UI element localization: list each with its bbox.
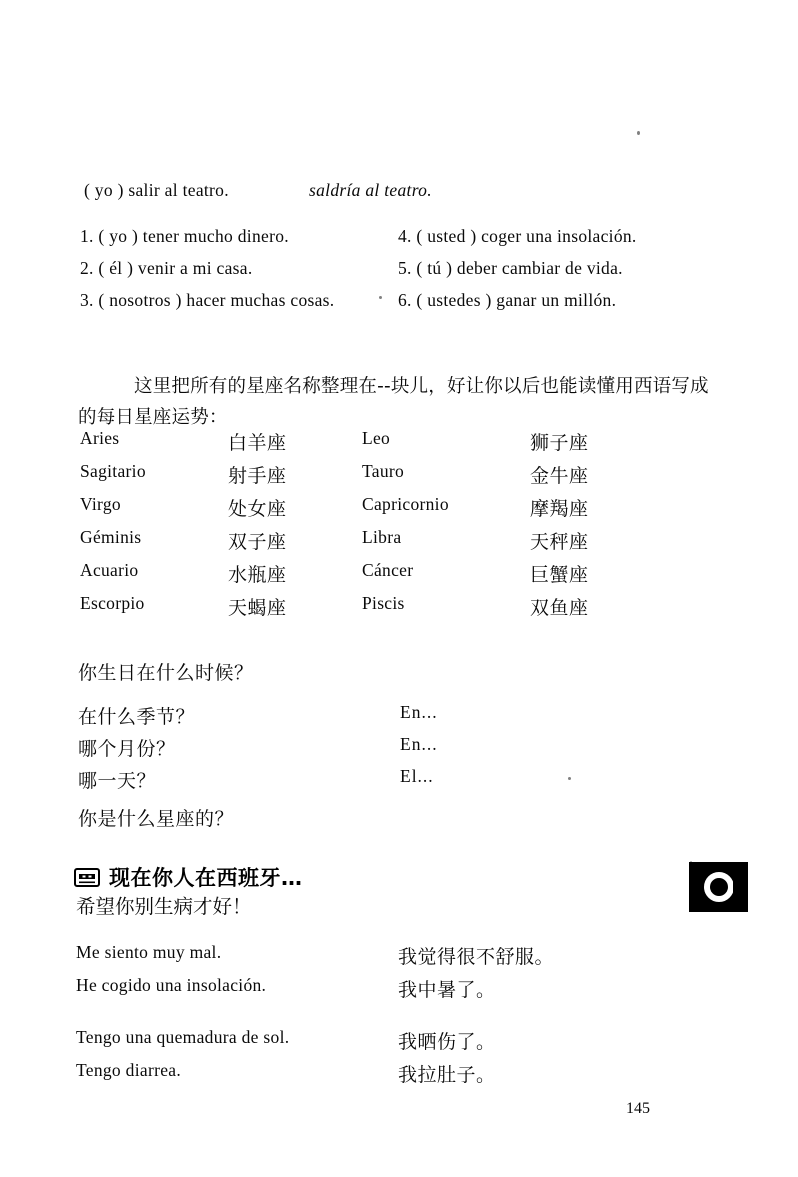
dialogue-chinese: 我觉得很不舒服。	[398, 946, 555, 968]
exercise-item: 5. ( tú ) deber cambiar de vida.	[398, 258, 623, 278]
dialogue-spanish: He cogido una insolación.	[76, 975, 267, 995]
dialogue-row	[76, 1060, 716, 1093]
dialogue-row	[76, 975, 716, 1008]
zodiac-name-spanish: Cáncer	[362, 560, 414, 580]
section-title: 现在你人在西班牙…	[109, 866, 303, 890]
dialogue-spanish: Tengo diarrea.	[76, 1060, 182, 1080]
zodiac-row	[80, 593, 720, 626]
zodiac-name-chinese: 双子座	[228, 531, 287, 553]
dialogue-chinese: 我拉肚子。	[398, 1064, 496, 1086]
zodiac-name-spanish: Virgo	[80, 494, 121, 514]
zodiac-name-chinese: 金牛座	[530, 465, 589, 487]
exercise-item: 3. ( nosotros ) hacer muchas cosas.	[80, 290, 335, 310]
zodiac-row	[80, 494, 720, 527]
question-chinese: 哪个月份？	[78, 738, 176, 760]
birthday-question-row	[78, 734, 718, 766]
zodiac-name-spanish: Escorpio	[80, 593, 145, 613]
audio-disc-icon	[689, 862, 748, 912]
zodiac-name-chinese: 天蝎座	[228, 597, 287, 619]
birthday-question-row	[78, 766, 718, 798]
birthday-lead-question: 你生日在什么时候？	[78, 662, 254, 684]
zodiac-name-spanish: Capricornio	[362, 494, 449, 514]
birthday-tail-question: 你是什么星座的？	[78, 808, 235, 830]
zodiac-name-spanish: Piscis	[362, 593, 405, 613]
question-chinese: 在什么季节？	[78, 706, 196, 728]
audio-disc-ring	[704, 872, 734, 902]
exercise-item: 6. ( ustedes ) ganar un millón.	[398, 290, 617, 310]
zodiac-row	[80, 527, 720, 560]
zodiac-name-chinese: 天秤座	[530, 531, 589, 553]
audio-disc-notch	[733, 881, 746, 894]
zodiac-name-chinese: 摩羯座	[530, 498, 589, 520]
zodiac-name-spanish: Acuario	[80, 560, 139, 580]
page-number: 145	[626, 1100, 650, 1117]
zodiac-row	[80, 461, 720, 494]
exercise-item: 2. ( él ) venir a mi casa.	[80, 258, 253, 278]
exercise-item: 1. ( yo ) tener mucho dinero.	[80, 226, 289, 246]
intro-paragraph: 这里把所有的星座名称整理在--块儿，好让你以后也能读懂用西语写成的每日星座运势：	[78, 375, 709, 428]
dialogue-chinese: 我晒伤了。	[398, 1031, 496, 1053]
zodiac-name-chinese: 水瓶座	[228, 564, 287, 586]
birthday-question-row	[78, 702, 718, 734]
zodiac-name-chinese: 巨蟹座	[530, 564, 589, 586]
zodiac-name-chinese: 狮子座	[530, 432, 589, 454]
exercise-list	[80, 226, 720, 322]
zodiac-name-chinese: 双鱼座	[530, 597, 589, 619]
zodiac-name-spanish: Géminis	[80, 527, 142, 547]
dialogue-row	[76, 942, 716, 975]
scan-artifact	[637, 131, 640, 135]
dialogue-row	[76, 1027, 716, 1060]
zodiac-name-spanish: Leo	[362, 428, 391, 448]
example-prompt: ( yo ) salir al teatro.	[84, 180, 229, 200]
zodiac-name-chinese: 白羊座	[228, 432, 287, 454]
dialogue-spanish: Tengo una quemadura de sol.	[76, 1027, 290, 1047]
answer-spanish-stub: El...	[400, 766, 434, 786]
zodiac-name-spanish: Aries	[80, 428, 120, 448]
question-chinese: 哪一天？	[78, 770, 157, 792]
zodiac-name-chinese: 射手座	[228, 465, 287, 487]
zodiac-table	[80, 428, 720, 626]
birthday-tail-row	[78, 804, 718, 836]
answer-spanish-stub: En...	[400, 702, 438, 722]
exercise-row	[80, 258, 720, 290]
exercise-row	[80, 290, 720, 322]
zodiac-name-spanish: Sagitario	[80, 461, 146, 481]
zodiac-name-chinese: 处女座	[228, 498, 287, 520]
zodiac-name-spanish: Tauro	[362, 461, 405, 481]
zodiac-name-spanish: Libra	[362, 527, 402, 547]
dialogue-spanish: Me siento muy mal.	[76, 942, 222, 962]
birthday-question-block	[78, 658, 718, 836]
exercise-row	[80, 226, 720, 258]
cassette-icon	[74, 868, 100, 887]
dialogue-block	[76, 942, 716, 1093]
answer-spanish-stub: En...	[400, 734, 438, 754]
zodiac-row	[80, 560, 720, 593]
example-answer: saldría al teatro.	[309, 180, 432, 200]
zodiac-row	[80, 428, 720, 461]
exercise-item: 4. ( usted ) coger una insolación.	[398, 226, 637, 246]
dialogue-chinese: 我中暑了。	[398, 979, 496, 1001]
section-heading	[74, 862, 303, 892]
birthday-lead-row	[78, 658, 718, 702]
section-subtitle: 希望你别生病才好！	[76, 895, 252, 918]
